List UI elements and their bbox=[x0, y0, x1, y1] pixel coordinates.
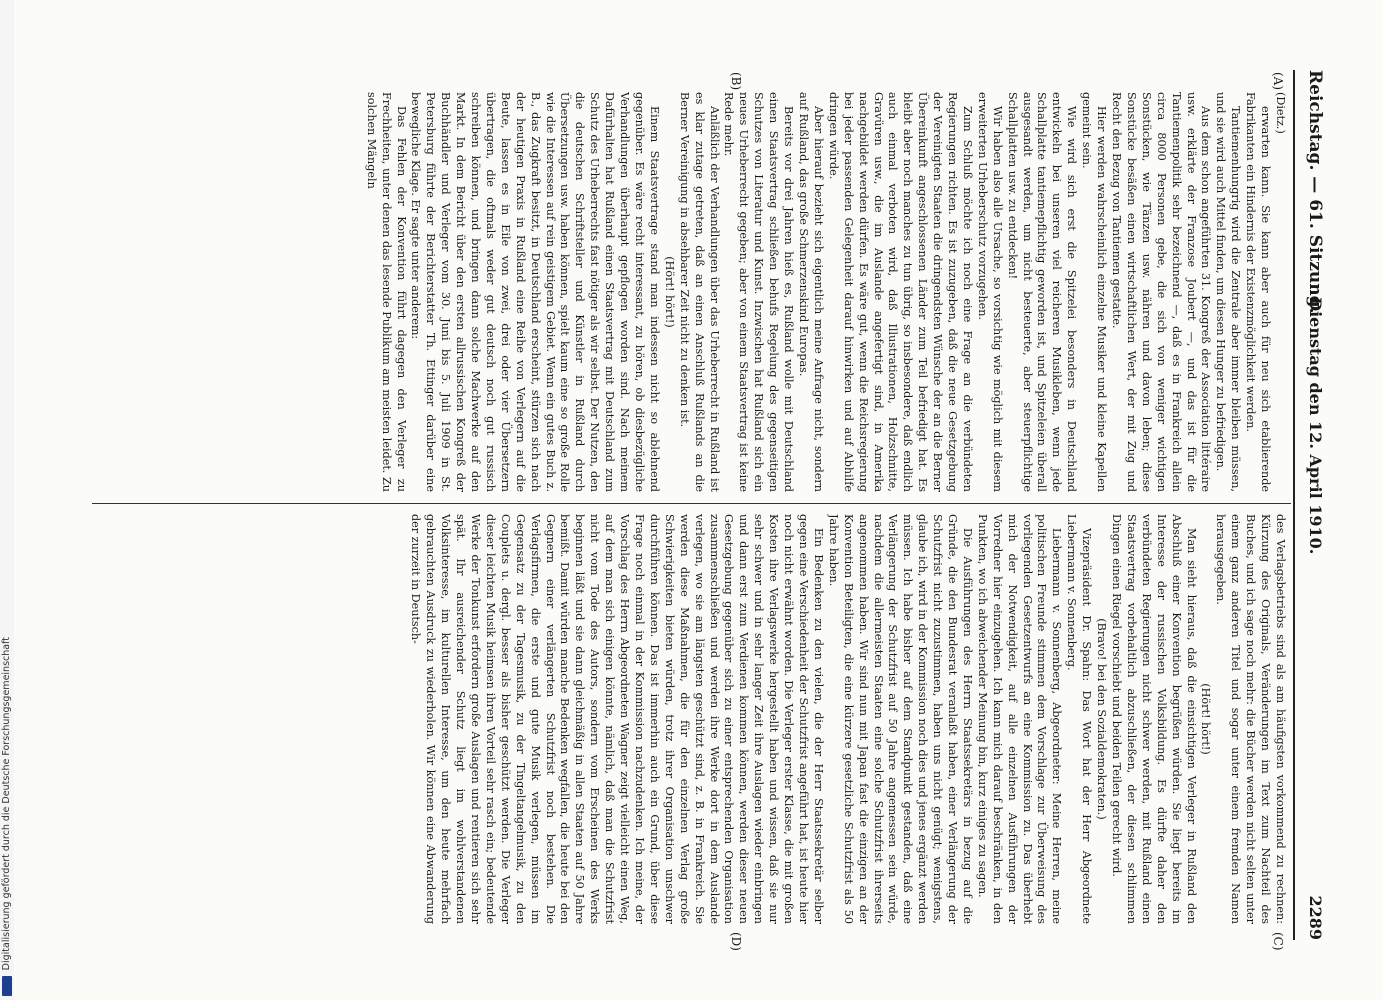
paragraph: erwarten kann. Sie kann aber auch für neu sich etablierende Fabrikanten ein Hindernis der Existenzmöglichkeit werden. bbox=[1244, 92, 1273, 492]
funding-notice: Digitalisierung gefördert durch die Deutsche Forschungsgemeinschaft bbox=[1, 636, 12, 970]
paragraph: Einem Staatsvertrage stand man indessen nicht so ablehnend gegenüber. Es wäre recht interessant, zu hören, ob diesbezügliche Verhandlungen überhaupt gepflogen worden sind. Nach meinem Dafürhalten hat Rußland einen Staatsvertrag mit Deutschland zum Schutz des Urheberrechts fast nötiger als wir selbst. Der Nutzen, den die deutschen Schriftsteller und Künstler in Rußland durch Übersetzungen usw. haben können, spielt kaum eine so große Rolle wie die Interessen auf rein geistigem Gebiet. Wenn ein gutes Buch z. B., das Zugkraft besitzt, in Deutschland erscheint, stürzen sich nach der heutigen Praxis in Rußland eine Reihe von Verlegern auf die Beute, lassen es in Eile von zwei, drei oder vier Übersetzern übertragen, die oftmals weder gut deutsch noch gut russisch schreiben können, und bringen dann solche Machwerke auf den Markt. In dem Bericht über den ersten allrussischen Kongreß der Buchhändler und Verleger vom 30. Juni bis 5. Juli 1909 in St. Petersburg führte der Berichterstatter Th. Ettinger darüber eine bewegliche Klage. Er sagte unter anderem: bbox=[409, 92, 661, 492]
paragraph: Ein Bedenken zu den vielen, die der Herr Staatssekretär selber gegen eine Verschiedenheit der Schutzfrist angeführt hat, ist heute hier noch nicht erwähnt worden. Die Verleger erster Klasse, die mit großen Kosten ihre Verlagswerke hergestellt haben und wissen, daß sie nur sehr schwer und in sehr langer Zeit ihre Auslagen wieder einbringen und dann erst zum Verdienen kommen können, werden dieser neuen Gesetzgebung gegenüber sich zu einer entsprechenden Organisation zusammenschließen und werden ihre Werke dort in dem Auslande verlegen, wo sie am längsten geschützt sind, z. B. in Frankreich. Sie werden diese Maßnahmen, die für den einzelnen Verlag große Schwierigkeiten bieten würden, trotz ihrer Organisation unschwer durchführen können. Das ist immerhin auch ein Grund, über diese Frage noch einmal in der Kommission nachzudenken. Ich meine, der Vorschlag des Herrn Abgeordneten Wagner zeigt vielleicht einen Weg, auf dem man sich einigen könnte, nämlich, daß man die Schutzfrist nicht vom Tode des Autors, sondern vom Erscheinen des Werks beginnen läßt und sie dann gleichmäßig in allen Staaten auf 50 Jahre bemißt. Damit würden manche Bedenken wegfallen, die heute bei den Gegnern einer verlängerten Schutzfrist noch bestehen. Die Verlagsfirmen, die erste und gute Musik verlegen, müssen im Gegensatz zu der Tagesmusik, zu der Tingeltangelmusik, zu den Couplets u. dergl. besser als bisher geschützt werden. Die Verleger dieser leichten Musik heimsen ihren Vorteil sehr rasch ein; bedeutende Werke der Tonkunst erfordern große Auslagen und rentieren sich sehr spät. Ihr ausreichender Schutz liegt im wohlverstandenen Volksinteresse, im kulturellen Interesse, um den heute mehrfach gebrauchten Ausdruck zu wiederholen. Wir können eine Abwanderung der zurzeit in Deutsch- bbox=[409, 514, 825, 924]
column-divider bbox=[92, 503, 1291, 504]
digitization-sidebar bbox=[0, 0, 14, 1000]
margin-marker-b: (B) bbox=[729, 72, 743, 91]
paragraph: Zum Schluß möchte ich noch eine Frage an die verbündeten Regierungen richten. Es ist zuzugeben, daß die neue Gesetzgebung der Vereinigten Staaten die dringendsten Wünsche der an die Berner Übereinkunft angeschlossenen Länder zum Teil befriedigt hat. Es bleibt aber noch manches zu tun übrig, so insbesondere, daß endlich auch einmal verboten wird, daß Illustrationen, Holzschnitte, Gravüren usw., die im Auslande angefertigt sind, in Amerika nachgebildet werden dürfen. Es wäre gut, wenn die Reichsregierung bei jeder passenden Gelegenheit darauf hinwirken und auf Abhilfe dringen würde. bbox=[826, 92, 974, 492]
paragraph: des Verlagsbetriebs sind als am häufigsten vorkommend zu rechnen: Kürzung des Originals, Veränderungen im Text zum Nachteil des Buches, und ich sage noch mehr: die Bücher werden nicht selten unter einem ganz anderen Titel und sogar unter einem fremden Namen herausgegeben. bbox=[1214, 514, 1287, 924]
paragraph: Vizepräsident Dr. Spahn: Das Wort hat der Herr Abgeordnete Liebermann v. Sonnenberg. bbox=[1065, 514, 1094, 924]
paragraph: (Bravo! bei den Sozialdemokraten.) bbox=[1095, 618, 1109, 820]
paragraph: Anläßlich der Verhandlungen über das Urheberrecht in Rußland ist es klar zutage getreten, daß an einen Anschluß Rußlands an die Berner Vereinigung in absehbarer Zeit nicht zu denken ist. bbox=[677, 92, 721, 492]
paragraph: Aber hierauf bezieht sich eigentlich meine Anfrage nicht, sondern auf Rußland, das große Schmerzenskind Europas. bbox=[797, 92, 825, 492]
header-date: Dienstag den 12. April 1910. bbox=[1306, 297, 1325, 555]
paragraph: (Hört! hört!) bbox=[662, 256, 676, 328]
header-rule bbox=[1293, 70, 1295, 940]
paragraph: Wir haben also alle Ursache, so vorsichtig wie möglich mit diesem erweiterten Urheberschutz vorzugehen. bbox=[975, 92, 1004, 492]
running-header bbox=[1299, 70, 1325, 940]
paragraph: Die Ausführungen des Herrn Staatssekretärs in bezug auf die Gründe, die den Bundesrat veranlaßt haben, einer Verlängerung der Schutzfrist nicht zuzustimmen, haben uns nicht genügt; wenigstens, glaube ich, wird in der Kommission noch dies und jenes ergänzt werden müssen. Ich habe bisher auf dem Standpunkt gestanden, daß eine Verlängerung der Schutzfrist auf 50 Jahre angemessen sein würde, nachdem die allermeisten Staaten eine solche Schutzfrist ihrerseits angenommen haben. Wir sind nun mit Japan fast die einzigen an der Konvention Beteiligten, die eine kürzere gesetzliche Schutzfrist als 50 Jahre haben. bbox=[826, 514, 974, 924]
header-session-title: Reichstag. — 61. Sitzung. bbox=[1305, 70, 1325, 314]
paragraph: Tantiemenhungrig wird die Zentrale aber immer bleiben müssen, und sie wird auch Mittel finden, um diesen Hunger zu befriedigen. bbox=[1214, 92, 1243, 492]
paragraph: Hier werden wahrscheinlich einzelne Musiker und kleine Kapellen gemeint sein. bbox=[1080, 92, 1109, 492]
page-number: 2289 bbox=[1306, 895, 1325, 940]
paragraph: (Dietz.) bbox=[1274, 92, 1287, 134]
paragraph: Bereits vor drei Jahren hieß es, Rußland wolle mit Deutschland einen Staatsvertrag schließen behufs Regelung des gegenseitigen Schutzes von Literatur und Kunst. Inzwischen hat Rußland sich ein neues Urheberrecht gegeben; aber von einem Staatsvertrag ist keine Rede mehr. bbox=[722, 92, 796, 492]
text-column-right bbox=[88, 514, 1287, 924]
header-right bbox=[1306, 297, 1325, 940]
paragraph: Aus dem schon angeführten 31. Kongreß der Association littéraire usw. erklärte der Franzose Joubert —, und das ist für die Tantiemenpolitik sehr bezeichnend —, daß es in Frankreich allein circa 8000 Personen gebe, die sich von weniger wichtigen Sonstücken, wie Tänzen usw. nähren und davon leben; diese Sonstücke besäßen einen wirtschaftlichen Wert, der mit Zug und Recht den Bezug von Tantiemen gestatte. bbox=[1110, 92, 1213, 492]
paragraph: Wie wird sich erst die Spitzelei besonders in Deutschland entwickeln bei unseren viel reicheren Musikleben, wenn jede Schallplatte tantiemepflichtig geworden ist, und Spitzeleien überall ausgesandt werden, um nicht besteuerte, aber steuerpflichtige Schallplatten usw. zu entdecken! bbox=[1005, 92, 1079, 492]
dfg-logo-icon bbox=[2, 976, 12, 996]
paragraph: (Hört! hört!) bbox=[1199, 683, 1213, 755]
paragraph: Man sieht hieraus, daß die einsichtigen Verleger in Rußland den Abschluß einer Konvention begrüßen würden. Sie liegt bereits im Interesse der russischen Volksbildung. Es dürfte daher den verbündeten Regierungen nicht schwer werden, mit Rußland einen Staatsvertrag vorbehaltlich abzuschließen, der diesen schlimmen Dingen einen Riegel vorschiebt und beiden Teilen gerecht wird. bbox=[1110, 514, 1198, 924]
text-column-left bbox=[88, 92, 1287, 492]
margin-marker-d: (D) bbox=[729, 932, 743, 951]
paragraph: Das Fehlen der Konvention führt dagegen den Verleger zu Frechheiten, unter denen das lesende Publikum am meisten leidet. Zu solchen Mängeln bbox=[364, 92, 408, 492]
paragraph: Liebermann v. Sonnenberg, Abgeordneter: Meine Herren, meine politischen Freunde stimmen dem Vorschlage zur Überweisung des vorliegenden Gesetzentwurfs an eine Kommission zu. Das überhebt mich der Notwendigkeit, auf alle einzelnen Ausführungen der Vorredner hier einzugehen. Ich kann mich darauf beschränken, in den Punkten, wo ich abweichender Meinung bin, kurz einiges zu sagen. bbox=[975, 514, 1064, 924]
margin-marker-c: (C) bbox=[1271, 932, 1285, 951]
margin-marker-a: (A) bbox=[1271, 72, 1285, 91]
